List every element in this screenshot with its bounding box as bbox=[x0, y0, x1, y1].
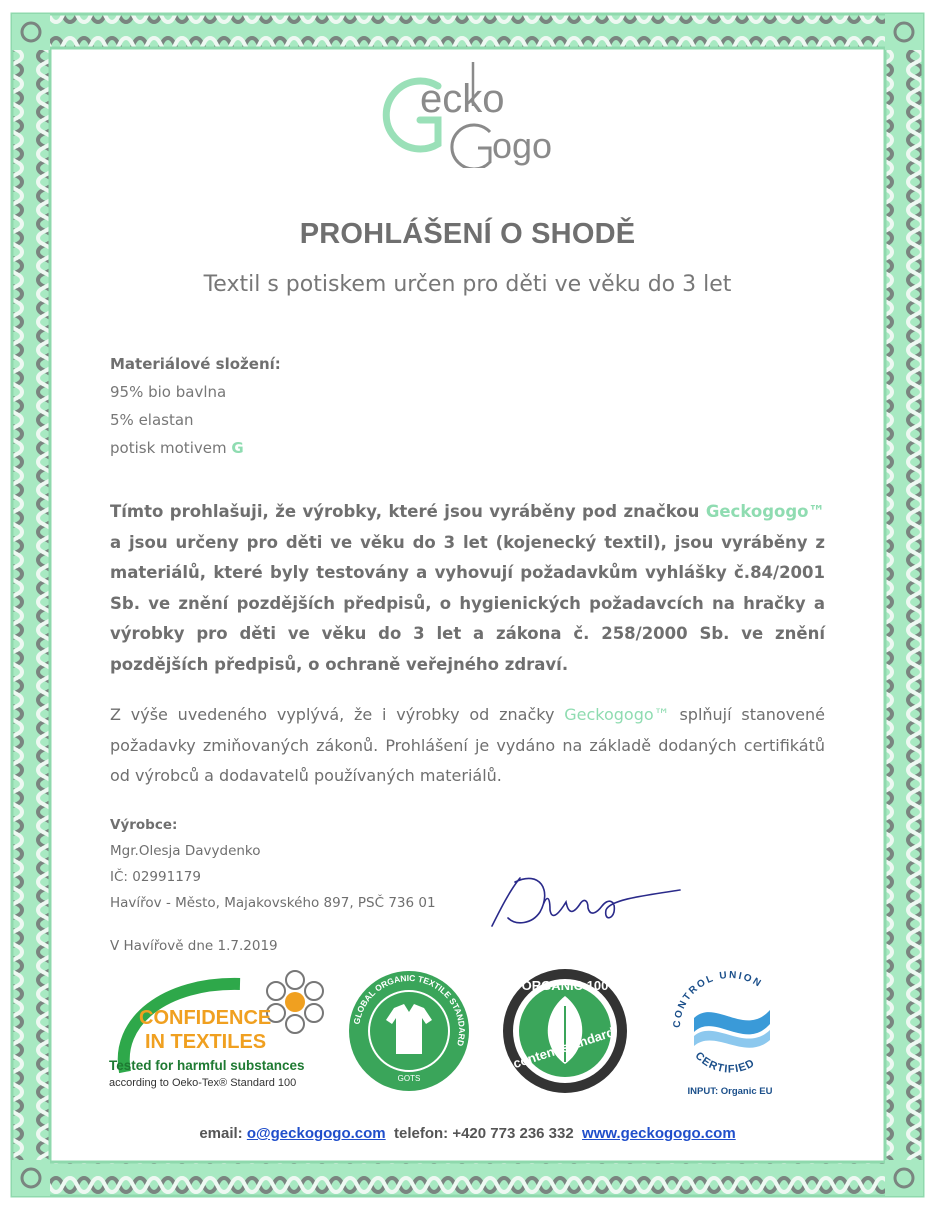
logo-line2: ogo bbox=[492, 125, 553, 166]
oeko-line2: IN TEXTILES bbox=[145, 1031, 267, 1053]
material-print bbox=[110, 434, 281, 462]
material-composition bbox=[110, 350, 281, 462]
oeko-line3: Tested for harmful substances bbox=[109, 1058, 305, 1073]
conclusion-text-end: splňují stanovené požadavky zmiňovaných zákonů. Prohlášení je vydáno na základě dodaných certifikátů od výrobců a dodavatelů používaných materiálů. bbox=[110, 705, 826, 785]
gots-badge bbox=[346, 968, 472, 1094]
oeko-line4: according to Oeko-Tex® Standard 100 bbox=[109, 1077, 297, 1089]
declaration-text-start: Tímto prohlašuji, že výrobky, které jsou vyráběny pod značkou bbox=[110, 502, 706, 521]
oeko-tex-badge bbox=[105, 962, 340, 1097]
conclusion-paragraph bbox=[110, 700, 825, 792]
contact-footer bbox=[0, 1125, 935, 1142]
email-label: email: bbox=[199, 1125, 247, 1142]
material-print-label: potisk motivem bbox=[110, 439, 232, 457]
brand-name: Geckogogo™ bbox=[564, 705, 670, 724]
manufacturer-name: Mgr.Olesja Davydenko bbox=[110, 843, 261, 859]
declaration-text-end: a jsou určeny pro děti ve věku do 3 let (kojenecký textil), jsou vyráběny z materiálů, které byly testovány a vyhovují požadavkům vyhlášky č.84/2001 Sb. ve znění pozdějších předpisů, o hygienických požadavcích na hračky a výrobky pro děti ve věku do 3 let a zákona č. 258/2000 Sb. ve znění pozdějších předpisů, o ochraně veřejného zdraví. bbox=[110, 532, 825, 674]
issue-date: V Havířově dne 1.7.2019 bbox=[110, 938, 278, 954]
material-item: 95% bio bavlna bbox=[110, 383, 227, 401]
material-heading: Materiálové složení: bbox=[110, 355, 281, 373]
geckogogo-logo bbox=[380, 58, 555, 168]
manufacturer-block bbox=[110, 812, 436, 916]
signature bbox=[480, 860, 690, 940]
organic-top: ORGANIC 100 bbox=[521, 978, 609, 993]
control-top-text: CONTROL UNION bbox=[671, 969, 765, 1029]
manufacturer-heading: Výrobce: bbox=[110, 817, 178, 833]
material-item: 5% elastan bbox=[110, 411, 194, 429]
organic-bottom: content standard bbox=[511, 1024, 617, 1072]
brand-name: Geckogogo™ bbox=[705, 502, 825, 521]
control-input-text: INPUT: Organic EU bbox=[687, 1086, 773, 1097]
organic-100-badge bbox=[500, 966, 630, 1096]
logo-line1: ecko bbox=[420, 77, 505, 121]
oeko-line1: CONFIDENCE bbox=[139, 1007, 272, 1029]
control-bottom-text: CERTIFIED bbox=[692, 1049, 758, 1076]
document-title: PROHLÁŠENÍ O SHODĚ bbox=[299, 218, 636, 250]
document-subtitle: Textil s potiskem určen pro děti ve věku do 3 let bbox=[203, 272, 732, 297]
manufacturer-address: Havířov - Město, Majakovského 897, PSČ 736 01 bbox=[110, 895, 436, 911]
print-mark: G bbox=[231, 439, 244, 457]
manufacturer-ic: IČ: 02991179 bbox=[110, 869, 201, 885]
phone-text: telefon: +420 773 236 332 bbox=[394, 1125, 574, 1142]
email-link[interactable]: o@geckogogo.com bbox=[246, 1125, 386, 1142]
declaration-paragraph bbox=[110, 497, 825, 680]
website-link[interactable]: www.geckogogo.com bbox=[582, 1125, 736, 1142]
gots-ring-text: GLOBAL ORGANIC TEXTILE STANDARD bbox=[351, 972, 468, 1048]
control-union-badge bbox=[660, 958, 800, 1098]
svg-text:CERTIFIED bbox=[693, 1050, 758, 1076]
gots-bottom: GOTS bbox=[397, 1074, 421, 1083]
flower-icon bbox=[267, 971, 323, 1033]
conclusion-text-start: Z výše uvedeného vyplývá, že i výrobky od značky bbox=[110, 705, 565, 724]
wave-icon bbox=[694, 1010, 770, 1034]
